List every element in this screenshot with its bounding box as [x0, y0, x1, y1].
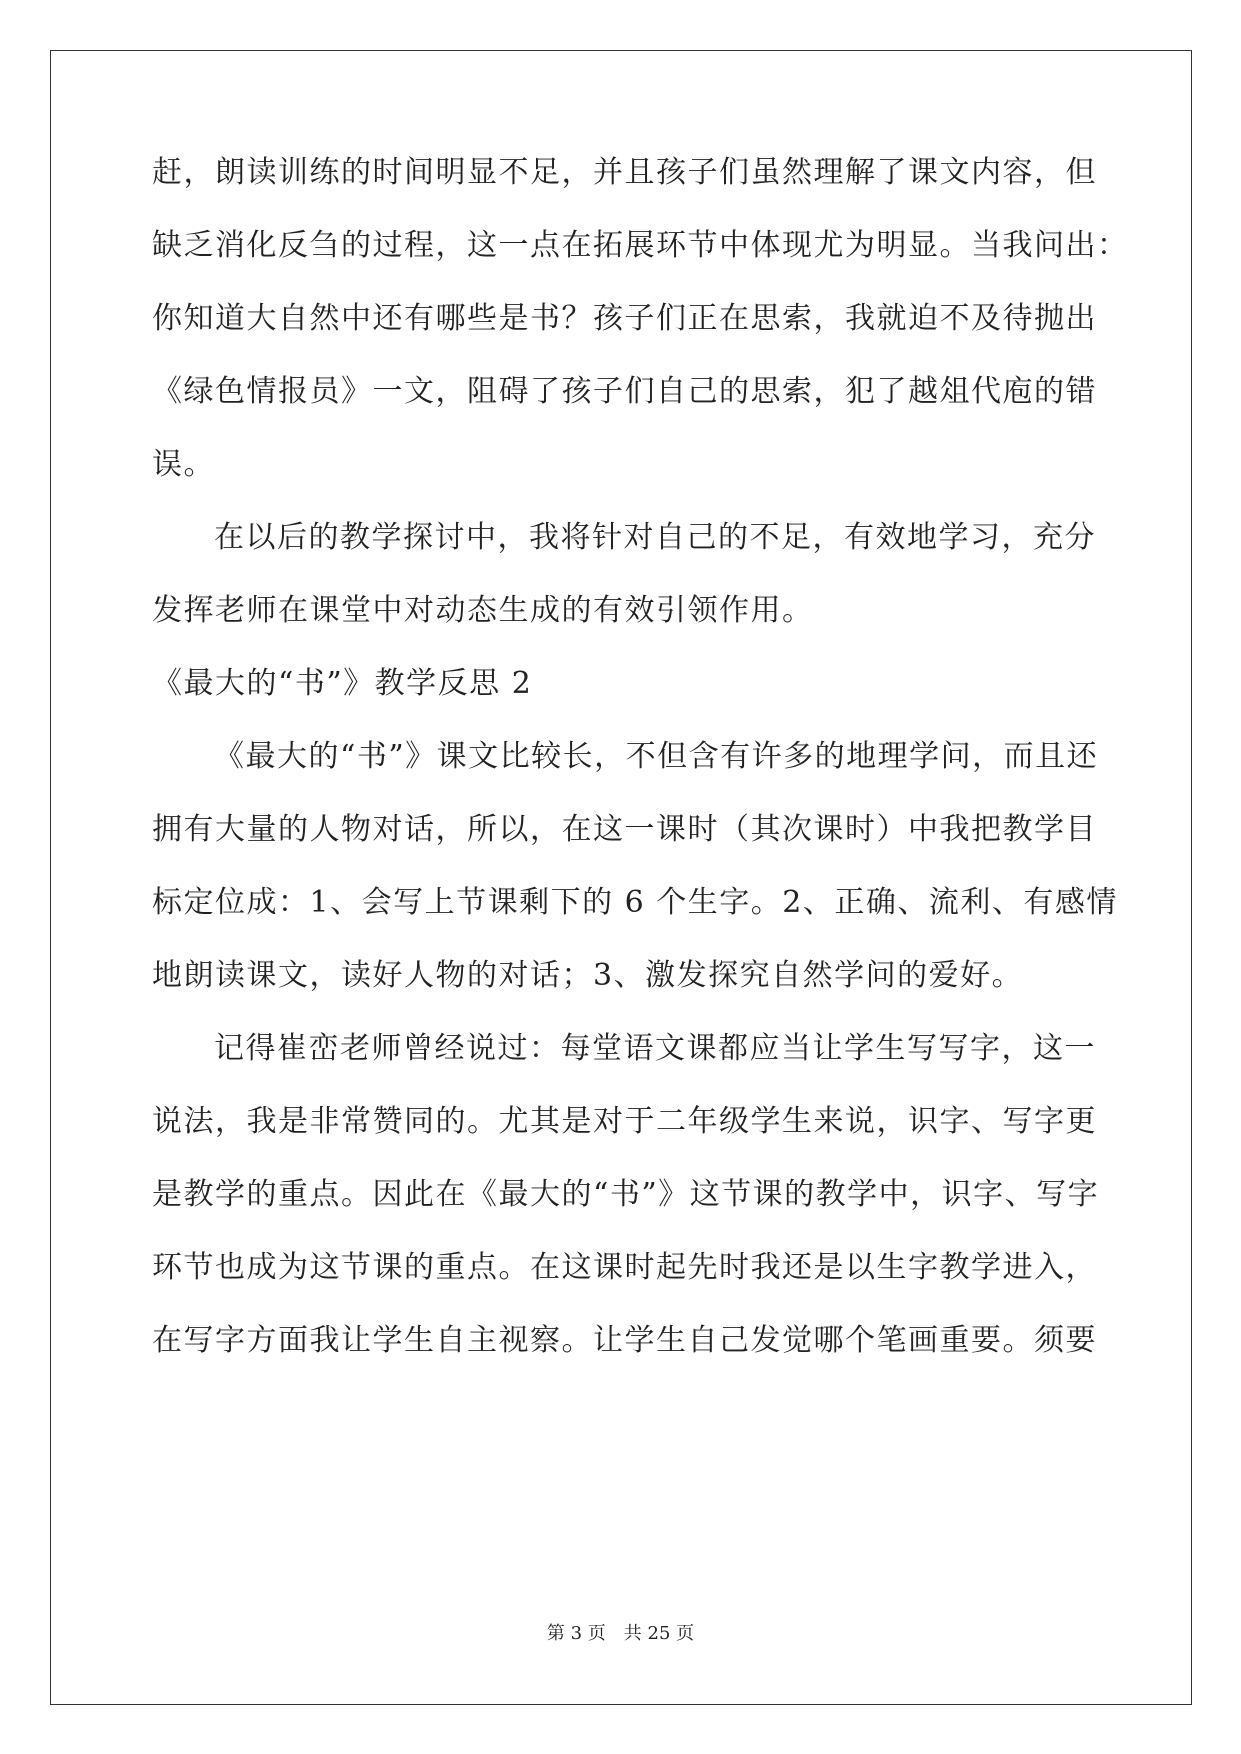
text-line: 在写字方面我让学生自主视察。让学生自己发觉哪个笔画重要。须要 — [152, 1323, 1097, 1358]
paragraph-start: 在以后的教学探讨中，我将针对自己的不足，有效地学习，充分 — [214, 520, 1096, 555]
paragraph-start: 记得崔峦老师曾经说过：每堂语文课都应当让学生写写字，这一 — [214, 1031, 1096, 1066]
text-line: 环节也成为这节课的重点。在这课时起先时我还是以生字教学进入， — [152, 1250, 1097, 1285]
text-line: 标定位成：1、会写上节课剩下的 6 个生字。2、正确、流利、有感情 — [152, 885, 1118, 920]
section-heading: 《最大的“书”》教学反思 2 — [152, 666, 533, 701]
text-line: 发挥老师在课堂中对动态生成的有效引领作用。 — [152, 593, 814, 628]
text-line: 地朗读课文，读好人物的对话；3、激发探究自然学问的爱好。 — [152, 958, 1024, 993]
page-footer: 第 3 页 共 25 页 — [546, 1623, 695, 1644]
text-line: 缺乏消化反刍的过程，这一点在拓展环节中体现尤为明显。当我问出： — [152, 228, 1129, 263]
text-line: 《绿色情报员》一文，阻碍了孩子们自己的思索，犯了越俎代庖的错 — [152, 374, 1097, 409]
text-line: 赶，朗读训练的时间明显不足，并且孩子们虽然理解了课文内容，但 — [152, 155, 1097, 190]
paragraph-start: 《最大的“书”》课文比较长，不但含有许多的地理学问，而且还 — [214, 739, 1099, 774]
text-line: 拥有大量的人物对话，所以，在这一课时（其次课时）中我把教学目 — [152, 812, 1097, 847]
text-line: 说法，我是非常赞同的。尤其是对于二年级学生来说，识字、写字更 — [152, 1104, 1097, 1139]
text-line: 是教学的重点。因此在《最大的“书”》这节课的教学中，识字、写字 — [152, 1177, 1100, 1212]
text-line: 你知道大自然中还有哪些是书？孩子们正在思索，我就迫不及待抛出 — [152, 301, 1097, 336]
text-line: 误。 — [152, 447, 215, 482]
